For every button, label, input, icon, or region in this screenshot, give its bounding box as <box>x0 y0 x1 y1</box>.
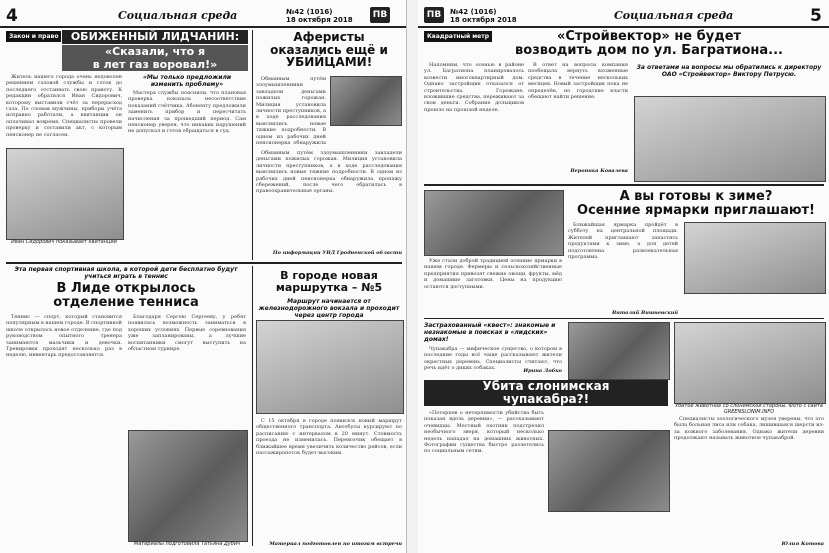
left-route-kicker: Маршрут начинается от железнодорожного вокзала и проходит через центр города <box>258 298 400 319</box>
left-tennis-photo <box>128 430 248 542</box>
left-ad-body-repeat: Обманным путём злоумышленники завладели деньгами пожилых горожан. Милиция установила личности преступников, а в ходе расследования выяснились новые тяжкие подробности. В одном из рабочих дней пенсионерка обнаружила пропажу сбережений, после чего обратилась в правоохранительные органы. <box>256 150 402 195</box>
left-route-byline: Материал подготовлен по итогам встречи <box>269 541 402 547</box>
page-gutter <box>406 0 418 553</box>
left-section-rule <box>6 262 402 264</box>
right-fair-body: Уже стали доброй традицией осенние ярмарки в нашем городе. Фермеры и сельскохозяйственные предприятия привозят свежие овощи, фрукты, мёд и домашние заготовки. Цены на продукцию остаются доступными. <box>424 258 562 290</box>
left-main-body: Житель нашего города очень недоволен решением газовой службы и готов до последнего отстаивать свою правоту. К редакции обратился Иван Сидорович, которому выставили счёт за перерасход газа. По словам мужчины, приборы учёта исправно работали, а квитанции он оплачивал вовремя. Специалисты провели проверку и составили акт, с которым пенсионер не согласен. <box>6 74 122 138</box>
left-column-divider <box>252 30 253 260</box>
left-ad-headline-2: оказались ещё и <box>270 42 388 57</box>
left-ad-headline-3: УБИЙЦАМИ! <box>285 55 373 70</box>
right-chupa-caption: Убитое животное со слонимской стороны. Фото с сайта GREENSLONIM.INFO <box>675 403 823 415</box>
left-route-photo <box>256 320 404 414</box>
right-chupa-text-col1 <box>424 410 544 546</box>
left-main-photo-caption: Иван Сидорович показывает квитанции <box>11 239 117 245</box>
right-fair-photo-1 <box>424 190 564 256</box>
right-kids-body: Чупакабра — мифическое существо, о котором в последние годы всё чаще рассказывают жители окрестных деревень. Специалисты считают, что речь идёт о диких собаках. <box>424 346 562 372</box>
left-main-photo <box>6 148 124 240</box>
right-fair-byline: Виталий Вишневский <box>611 310 678 316</box>
left-ad-byline: По информации УВД Гродненской области <box>272 250 402 256</box>
right-rubric-tag: Квадратный метр <box>424 31 492 42</box>
left-tennis-caption: Материалы подготовила Татьяна Дубич <box>133 541 241 547</box>
left-newspaper-logo: ПВ <box>370 7 390 23</box>
right-main-quote: За ответами на вопросы мы обратились к директору ОАО «Стройвектор» Виктору Петрусю. <box>636 64 822 78</box>
left-ad-photo <box>330 76 402 126</box>
left-route-text <box>256 418 402 536</box>
right-chupa-text-col2 <box>674 416 824 538</box>
right-fair-text-col2 <box>568 222 678 308</box>
right-fair-photo-2 <box>684 222 826 294</box>
right-main-body-2: В ответ на вопросы компания пообещала вернуть вложенные средства в течение нескольких месяцев. Новый застройщик пока не определён, но городские власти обещают найти решение. <box>528 62 628 101</box>
right-chupa-body: «Потерпев о нетерпимости убийства быть показан вдоль деревни», — рассказывают очевидцы. Местный охотник подстрелил необычного зверя, который несколько недель нападал на домашних животных. Фотографии существа быстро разлетелись по социальным сетям. <box>424 410 544 455</box>
right-main-headline-2: возводить дом по ул. Багратиона... <box>515 42 783 58</box>
left-route-headline-2: маршрутка – №5 <box>275 280 383 294</box>
right-main-headline <box>474 30 824 57</box>
left-main-headline-3: в лет газ воровал!» <box>62 58 248 71</box>
right-section-rule-2 <box>424 318 824 319</box>
left-page <box>0 0 407 553</box>
left-issue-number: №42 (1016) <box>286 8 333 16</box>
right-section-rule <box>424 184 824 186</box>
left-main-headline-bar: ОБИЖЕННЫЙ ЛИДЧАНИН: <box>62 30 248 44</box>
right-chupa-photo <box>674 322 826 404</box>
right-kids-photo <box>568 322 670 380</box>
right-chupa-byline: Юлия Котова <box>781 541 824 547</box>
left-route-body: С 15 октября в городе появился новый маршрут общественного транспорта. Автобусы курсируют по расписанию с интервалом в 20 минут. Стоимость проезда не изменилась. Перевозчик обещает в ближайшее время увеличить количество рейсов, если пассажиропоток будет высоким. <box>256 418 402 457</box>
right-chupa-body-2: Специалисты зоологического музея уверены, что это была больная лиса или собака, лишившаяся шерсти из-за кожного заболевания. Однако жители деревни продолжают называть животное чупакаброй. <box>674 416 824 442</box>
right-issue-date: 18 октября 2018 <box>450 16 517 24</box>
left-ad-text-col2 <box>256 150 402 250</box>
left-ad-text-col1 <box>256 76 326 146</box>
right-issue-block <box>450 8 517 24</box>
right-fair-headline-1: А вы готовы к зиме? <box>619 189 773 204</box>
right-chupa-headline-2: чупакабра?! <box>502 392 590 406</box>
left-tennis-kicker: Эта первая спортивная школа, в которой дети бесплатно будут учиться играть в теннис <box>14 266 238 280</box>
right-main-photo <box>634 96 826 182</box>
right-fair-text-col1 <box>424 258 562 298</box>
right-main-text-col2 <box>528 62 628 166</box>
left-page-number: 4 <box>6 6 18 26</box>
left-section-title: Социальная среда <box>118 9 238 22</box>
right-page-number: 5 <box>810 6 822 26</box>
right-main-headline-1: «Стройвектор» не будет <box>556 29 742 44</box>
left-route-headline <box>256 270 402 293</box>
left-ad-headline <box>256 31 402 69</box>
right-kids-kicker: Застрахованный «квест»: знакомые и незнакомые в поисках в «лидских» домах! <box>424 322 556 343</box>
right-chupa-headline-1: Убита слонимская <box>482 379 610 393</box>
right-main-byline: Вероника Ковалева <box>570 168 628 174</box>
left-tennis-body: Теннис — спорт, который становится популярным в нашем городе. В спортивной школе открылось новое отделение, где под руководством опытного тренера занимаются мальчики и девочки. Тренировки проходят несколько раз в неделю, инвентарь предоставляется. <box>6 314 122 359</box>
left-issue-date: 18 октября 2018 <box>286 16 353 24</box>
right-newspaper-logo: ПВ <box>424 7 444 23</box>
left-tennis-headline <box>6 282 246 309</box>
left-ad-body: Обманным путём злоумышленники завладели деньгами пожилых горожан. Милиция установила личности преступников, а в ходе расследования выяснились новые тяжкие подробности. В одном из рабочих дней пенсионерка обнаружила <box>256 76 326 146</box>
right-fair-body-2: Ближайшая ярмарка пройдёт в субботу на центральной площади. Жителей приглашают запастись продуктами к зиме, а для детей подготовлена развлекательная программа. <box>568 222 678 261</box>
right-fair-headline-2: Осенние ярмарки приглашают! <box>577 202 815 218</box>
left-issue-block <box>286 8 353 24</box>
left-main-text-col2 <box>128 90 246 244</box>
right-section-title: Социальная среда <box>614 9 734 22</box>
right-chupa-photo-2 <box>548 430 670 512</box>
left-tennis-body-2: Благодаря Сергею Сергееву, у ребят появилась возможность заниматься в хороших условиях. Первые соревнования уже запланированы, а лучшие воспитанники смогут выступить на областном турнире. <box>128 314 246 353</box>
left-tennis-headline-1: В Лиде открылось <box>56 281 196 296</box>
left-column-divider-2 <box>252 266 253 546</box>
left-tennis-text-col2 <box>128 314 246 424</box>
left-tennis-headline-2: отделение тенниса <box>53 294 199 310</box>
left-header <box>0 6 406 28</box>
right-issue-number: №42 (1016) <box>450 8 497 16</box>
left-main-headline-2: «Сказали, что я <box>62 45 248 58</box>
right-header <box>418 6 829 28</box>
left-rubric-tag: Закон и право <box>6 31 61 42</box>
left-tennis-text-col1 <box>6 314 122 546</box>
left-route-headline-1: В городе новая <box>280 269 378 282</box>
right-kids-byline: Ирина Лобко <box>523 368 562 374</box>
right-page <box>418 0 829 553</box>
left-main-subhead: «Мы только предложили изменить проблему» <box>142 74 232 88</box>
right-main-body: Напомним, что осенью в районе ул. Багратиона планировалось возвести многоквартирный дом. Однако застройщик отказался от строительства. Горожане, вложившие средства, переживают за свои деньги. Собрание дольщиков прошло на прошлой неделе. <box>424 62 524 113</box>
right-chupa-headline <box>424 380 668 406</box>
right-fair-headline <box>568 190 824 217</box>
left-ad-headline-1: Аферисты <box>293 30 365 44</box>
right-main-text-col1 <box>424 62 524 180</box>
left-main-body-2: Мастера службы пояснили, что плановая проверка показала несоответствие показаний счётчика. Абоненту предложили заменить прибор и пересчитать начисления за прошедший период. Сам пенсионер уверен, что никаких нарушений не допускал и готов обращаться в суд. <box>128 90 246 135</box>
